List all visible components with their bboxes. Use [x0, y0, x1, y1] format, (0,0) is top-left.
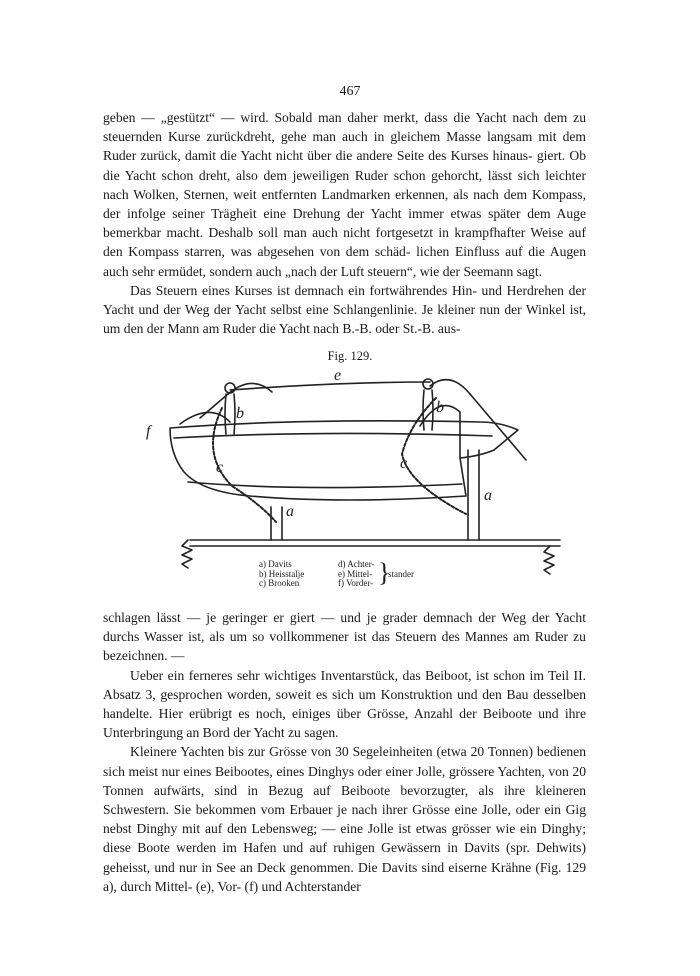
mittelstander-line — [230, 382, 430, 390]
text-line: der Yacht und der Weg der Yacht selbst eine Schlangenlinie. Je kleiner nun der — [103, 282, 586, 318]
label-c-left: c — [216, 459, 224, 476]
label-b-right: b — [436, 399, 444, 416]
text-line: Das Steuern eines Kurses ist demnach ein fortwährendes Hin- und Herdrehen — [130, 282, 564, 298]
text-line: ihre kleineren Schwestern. Sie bekommen vom Erbauer je nach ihrer Grösse eine — [103, 782, 586, 818]
label-a-right: a — [484, 487, 492, 504]
text-line: grösser wie ein Dinghy; diese Boote werden im Hafen und auf ruhigen Gewässern — [103, 821, 586, 856]
text-line: zu steuernden Kurse zurückdreht, gehe man auch in gleichem Masse langsam mit — [103, 110, 586, 145]
text-line: am Ruder zu bezeichnen. — — [103, 629, 586, 664]
legend-left-column — [259, 560, 304, 589]
text-line: Yachten, von 20 Tonnen aufwärts, sind in Bezug auf Beiboote bevorzugter, als — [103, 763, 586, 798]
legend-right-column — [338, 560, 375, 589]
hull-strake — [174, 433, 492, 438]
text-line: Bau desselben handelte. Hier erübrigt es noch, einiges über Grösse, Anzahl der — [103, 686, 586, 722]
spring-left — [182, 540, 192, 568]
text-line: lichen Einfluss auf die Augen auch sehr ermüdet, sondern auch „nach der Luft — [103, 244, 586, 279]
text-line: Winkel ist, um den der Mann am Ruder die Yacht nach B.-B. oder St.-B. aus- — [103, 302, 586, 337]
text-line: bedienen sich meist nur eines Beibootes, eines Dinghys oder einer Jolle, grössere — [103, 744, 586, 779]
legend-brace: } — [378, 558, 391, 587]
text-line: geben — „gestützt“ — wird. Sobald man daher merkt, dass die Yacht nach dem — [103, 110, 568, 125]
legend-stander-label: stander — [388, 569, 414, 579]
heisstalje-left — [225, 394, 235, 434]
text-line: in krampfhafter Weise auf den Kompass starren, was abgesehen von dem schäd- — [103, 225, 586, 260]
text-line: etwas später dem Auge bemerkbar macht. Deshalb soll man auch nicht fortgesetzt — [103, 206, 586, 241]
label-e: e — [334, 367, 342, 384]
legend-item: e) Mittel- — [338, 568, 373, 579]
label-b-left: b — [236, 405, 244, 422]
text-block-top — [103, 108, 586, 338]
text-line: sind eiserne Krähne (Fig. 129 a), durch Mittel- (e), Vor- (f) und Achterstander — [103, 859, 586, 894]
text-line: Beiboote und ihre Unterbringung an Bord der Yacht zu sagen. — [103, 706, 586, 741]
davit-arm-right — [430, 380, 470, 394]
label-a-left: a — [286, 503, 294, 520]
legend-item: d) Achter- — [338, 559, 375, 569]
text-line: giert. Ob die Yacht schon dreht, also dem jeweiligen Ruder schon gehorcht, lässt — [103, 148, 586, 183]
label-f: f — [146, 423, 151, 440]
text-line: dem Ruder zurück, damit die Yacht nicht über die andere Seite des Kurses hinaus- — [103, 129, 586, 164]
figure-caption: Fig. 129. — [327, 349, 373, 363]
legend-item: b) Heisstalje — [259, 568, 305, 579]
text-line: Kleinere Yachten bis zur Grösse von 30 Segeleinheiten (etwa 20 Tonnen) — [130, 744, 533, 760]
text-line: Teil II. Absatz 3, gesprochen worden, soweit es sich um Konstruktion und den — [103, 667, 587, 702]
paragraph — [103, 281, 586, 339]
legend-item: c) Brooken — [259, 578, 300, 588]
text-line: Ueber ein ferneres sehr wichtiges Inventarstück, das Beiboot, ist schon im — [130, 667, 544, 683]
vorderstander-line — [200, 394, 228, 418]
page-number: 467 — [339, 84, 361, 99]
text-block-bottom — [103, 608, 586, 896]
spring-right — [544, 546, 554, 574]
legend-item: a) Davits — [259, 559, 292, 569]
text-line: nach dem Kompass, der infolge seiner Trägheit eine Drehung der Yacht immer — [103, 186, 586, 222]
paragraph — [103, 742, 586, 896]
text-line: schlagen lässt — je geringer er giert — und je grader demnach der Weg der — [103, 610, 550, 625]
text-line: sich leichter nach Wolken, Sternen, weit entfernten Landmarken erkennen, als — [103, 167, 586, 202]
paragraph — [103, 608, 586, 666]
text-line: steuern“, wie der Seemann sagt. — [367, 263, 542, 279]
text-line: in Davits (spr. Dehwits) geheisst, und nur in See an Deck genommen. Die Davits — [103, 840, 586, 875]
text-line: Yacht durchs Wasser ist, als um so vollkommener ist das Steuern des Mannes — [103, 610, 586, 645]
text-line: Jolle, oder ein Gig nebst Dinghy mit auf den Lebensweg; — eine Jolle ist etwas — [103, 802, 586, 837]
paragraph — [103, 666, 586, 743]
legend-item: f) Vorder- — [338, 578, 374, 588]
paragraph — [103, 108, 586, 281]
label-c-right: c — [400, 455, 408, 472]
